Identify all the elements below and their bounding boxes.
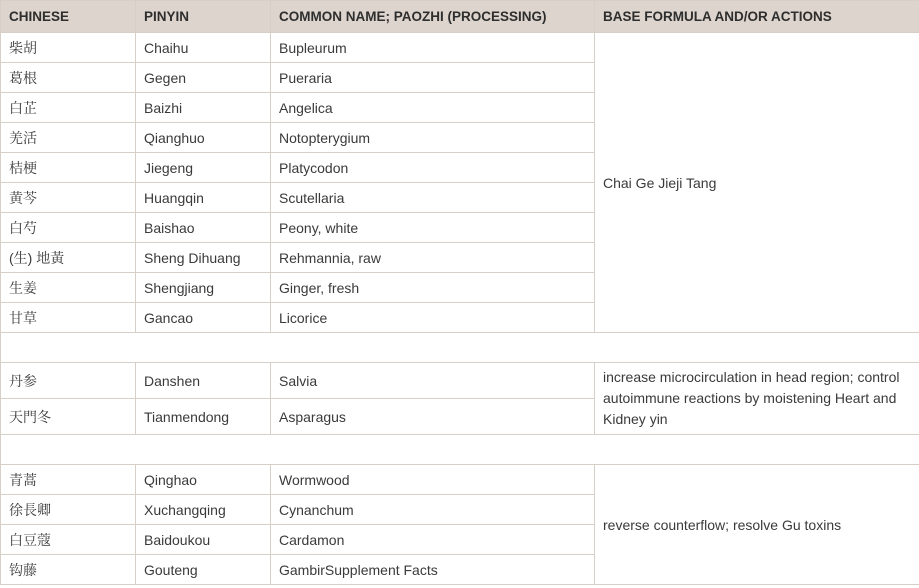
cell-common: Salvia bbox=[271, 363, 595, 399]
cell-common: Cardamon bbox=[271, 525, 595, 555]
cell-pinyin: Baishao bbox=[136, 213, 271, 243]
cell-pinyin: Tianmendong bbox=[136, 399, 271, 435]
cell-common: Scutellaria bbox=[271, 183, 595, 213]
cell-common: Notopterygium bbox=[271, 123, 595, 153]
cell-common: Ginger, fresh bbox=[271, 273, 595, 303]
cell-pinyin: Sheng Dihuang bbox=[136, 243, 271, 273]
cell-pinyin: Qianghuo bbox=[136, 123, 271, 153]
spacer-cell bbox=[1, 435, 919, 465]
cell-common: Licorice bbox=[271, 303, 595, 333]
cell-common: Pueraria bbox=[271, 63, 595, 93]
cell-chinese: 桔梗 bbox=[1, 153, 136, 183]
cell-pinyin: Qinghao bbox=[136, 465, 271, 495]
cell-chinese: 丹参 bbox=[1, 363, 136, 399]
cell-common: Cynanchum bbox=[271, 495, 595, 525]
cell-pinyin: Huangqin bbox=[136, 183, 271, 213]
cell-pinyin: Jiegeng bbox=[136, 153, 271, 183]
table-header bbox=[1, 1, 919, 33]
cell-chinese: 柴胡 bbox=[1, 33, 136, 63]
cell-common: Asparagus bbox=[271, 399, 595, 435]
header-chinese: CHINESE bbox=[1, 1, 136, 33]
cell-chinese: 钩藤 bbox=[1, 555, 136, 585]
table-row bbox=[1, 465, 919, 495]
header-actions: BASE FORMULA AND/OR ACTIONS bbox=[595, 1, 919, 33]
spacer-cell bbox=[1, 333, 919, 363]
table-body bbox=[1, 33, 919, 585]
cell-chinese: 白芍 bbox=[1, 213, 136, 243]
cell-common: Platycodon bbox=[271, 153, 595, 183]
cell-chinese: 天門冬 bbox=[1, 399, 136, 435]
cell-chinese: 徐長卿 bbox=[1, 495, 136, 525]
table-row bbox=[1, 363, 919, 399]
cell-common: Peony, white bbox=[271, 213, 595, 243]
cell-common: Bupleurum bbox=[271, 33, 595, 63]
cell-common: Rehmannia, raw bbox=[271, 243, 595, 273]
cell-pinyin: Baizhi bbox=[136, 93, 271, 123]
cell-pinyin: Xuchangqing bbox=[136, 495, 271, 525]
cell-chinese: 葛根 bbox=[1, 63, 136, 93]
spacer-row bbox=[1, 435, 919, 465]
cell-chinese: 黄芩 bbox=[1, 183, 136, 213]
cell-pinyin: Gegen bbox=[136, 63, 271, 93]
table-row bbox=[1, 33, 919, 63]
cell-pinyin: Shengjiang bbox=[136, 273, 271, 303]
cell-chinese: 青蒿 bbox=[1, 465, 136, 495]
cell-chinese: 白芷 bbox=[1, 93, 136, 123]
spacer-row bbox=[1, 333, 919, 363]
cell-common: Angelica bbox=[271, 93, 595, 123]
header-common-name: COMMON NAME; PAOZHI (PROCESSING) bbox=[271, 1, 595, 33]
cell-chinese: 生姜 bbox=[1, 273, 136, 303]
cell-common: Wormwood bbox=[271, 465, 595, 495]
cell-common: GambirSupplement Facts bbox=[271, 555, 595, 585]
header-pinyin: PINYIN bbox=[136, 1, 271, 33]
header-row bbox=[1, 1, 919, 33]
cell-pinyin: Danshen bbox=[136, 363, 271, 399]
cell-chinese: (生) 地黃 bbox=[1, 243, 136, 273]
cell-pinyin: Gouteng bbox=[136, 555, 271, 585]
cell-action: reverse counterflow; resolve Gu toxins bbox=[595, 465, 919, 585]
cell-pinyin: Chaihu bbox=[136, 33, 271, 63]
cell-pinyin: Gancao bbox=[136, 303, 271, 333]
cell-chinese: 甘草 bbox=[1, 303, 136, 333]
cell-action: Chai Ge Jieji Tang bbox=[595, 33, 919, 333]
cell-chinese: 羌活 bbox=[1, 123, 136, 153]
cell-action: increase microcirculation in head region; control autoimmune reactions by moistening Heart and Kidney yin bbox=[595, 363, 919, 435]
cell-chinese: 白豆蔻 bbox=[1, 525, 136, 555]
cell-pinyin: Baidoukou bbox=[136, 525, 271, 555]
